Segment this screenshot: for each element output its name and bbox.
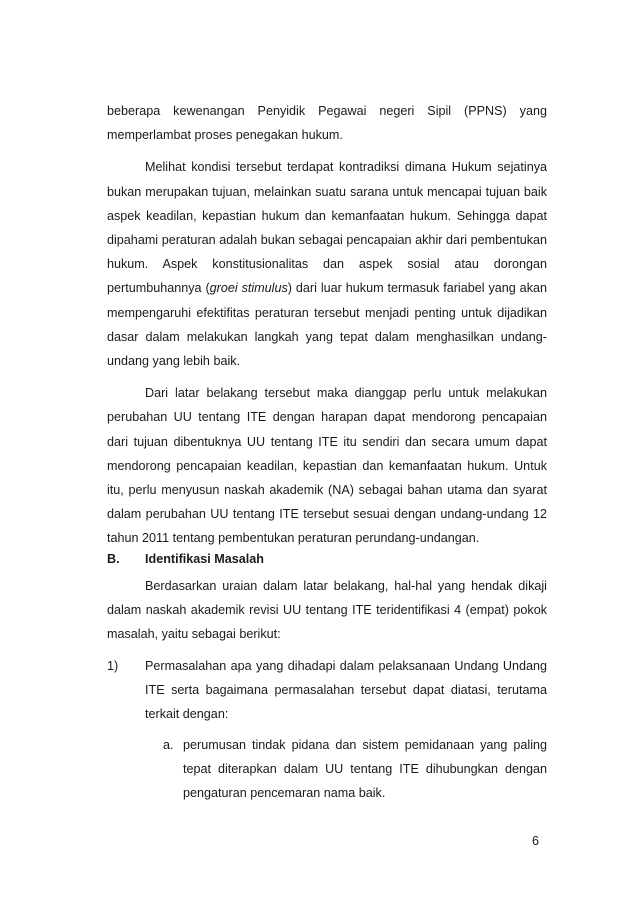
paragraph-1: beberapa kewenangan Penyidik Pegawai negeri Sipil (PPNS) yang memperlambat proses penegakan hukum. bbox=[107, 104, 547, 143]
paragraph-3: Dari latar belakang tersebut maka dianggap perlu untuk melakukan perubahan UU tentang ITE dengan harapan dapat mendorong pencapaian dari tujuan dibentuknya UU tentang ITE itu sendiri dan secara umum dapat mendorong pencapaian keadilan, kepastian dan kemanfaatan hukum. Untuk itu, perlu menyusun naskah akademik (NA) sebagai bahan utama dan syarat dalam perubahan UU tentang ITE tersebut sesuai dengan undang-undang 12 tahun 2011 tentang pembentukan peraturan perundang-undangan. bbox=[107, 386, 547, 546]
sub-list-item bbox=[163, 733, 547, 806]
sub-list-text: perumusan tindak pidana dan sistem pemidanaan yang paling tepat diterapkan dalam UU tentang ITE dihubungkan dengan pengaturan pencemaran nama baik. bbox=[183, 737, 547, 801]
body-text-top bbox=[107, 99, 547, 559]
paragraph-2-italic: groei stimulus bbox=[209, 281, 288, 296]
paragraph-2-post: ) dari luar hukum termasuk fariabel yang akan mempengaruhi efektifitas peraturan tersebut menjadi penting untuk dijadikan dasar dalam melakukan langkah yang tepat dalam menghasilkan undang-undang yang lebih baik. bbox=[107, 281, 547, 369]
section-intro: Berdasarkan uraian dalam latar belakang, hal-hal yang hendak dikaji dalam naskah akademik revisi UU tentang ITE teridentifikasi 4 (empat) pokok masalah, yaitu sebagai berikut: bbox=[107, 579, 547, 642]
list-item bbox=[107, 654, 547, 805]
section-number: B. bbox=[107, 552, 120, 566]
page-number: 6 bbox=[532, 834, 540, 848]
section-heading bbox=[107, 547, 547, 571]
sub-list-letter: a. bbox=[163, 737, 174, 752]
list-item-text: Permasalahan apa yang dihadapi dalam pelaksanaan Undang Undang ITE serta bagaimana permasalahan tersebut dapat diatasi, terutama terkait dengan: bbox=[145, 659, 547, 722]
list-item-number: 1) bbox=[107, 659, 119, 673]
section-title: Identifikasi Masalah bbox=[145, 552, 264, 566]
paragraph-2 bbox=[107, 155, 547, 373]
paragraph-2-pre: Melihat kondisi tersebut terdapat kontradiksi dimana Hukum sejatinya bukan merupakan tujuan, melainkan suatu sarana untuk mencapai tujuan baik aspek keadilan, kepastian hukum dan kemanfaatan hukum. Sehingga dapat dipahami peraturan adalah bukan sebagai pencapaian akhir dari pembentukan hukum. Aspek konstitusionalitas dan aspek sosial atau dorongan pertumbuhannya ( bbox=[107, 160, 547, 296]
